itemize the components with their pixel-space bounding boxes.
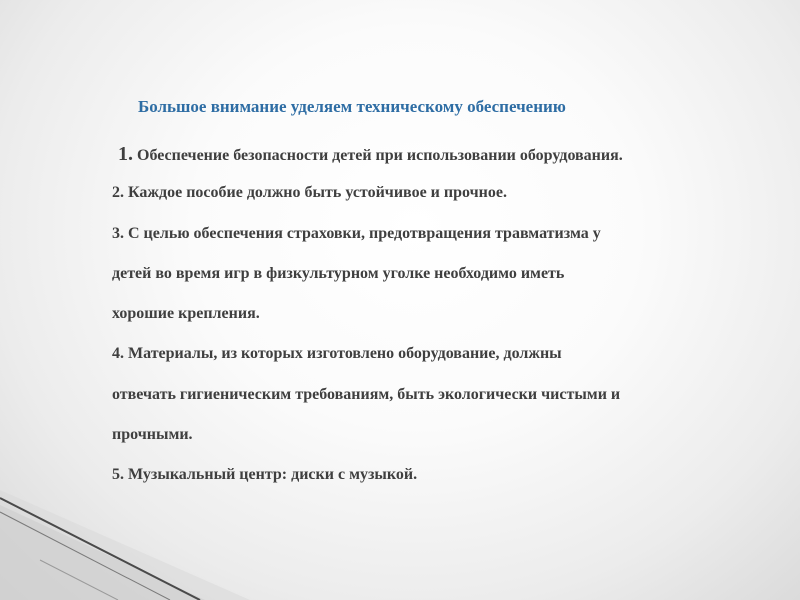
slide-heading: Большое внимание уделяем техническому обеспечению — [138, 97, 566, 116]
item-text: Обеспечение безопасности детей при использовании оборудования. — [137, 147, 623, 164]
list-item: отвечать гигиеническим требованиям, быть экологически чистыми и — [112, 386, 621, 403]
list-item: прочными. — [112, 426, 193, 443]
item-number: 1. — [118, 143, 133, 165]
list-item: детей во время игр в физкультурном уголке необходимо иметь — [112, 265, 565, 282]
list-item: 3. С целью обеспечения страховки, предотвращения травматизма у — [112, 225, 601, 242]
list-item: 2. Каждое пособие должно быть устойчивое и прочное. — [112, 184, 507, 201]
list-item — [118, 143, 623, 166]
list-item: 5. Музыкальный центр: диски с музыкой. — [112, 466, 418, 483]
list-item: хорошие крепления. — [112, 305, 260, 322]
list-item: 4. Материалы, из которых изготовлено оборудование, должны — [112, 345, 562, 362]
